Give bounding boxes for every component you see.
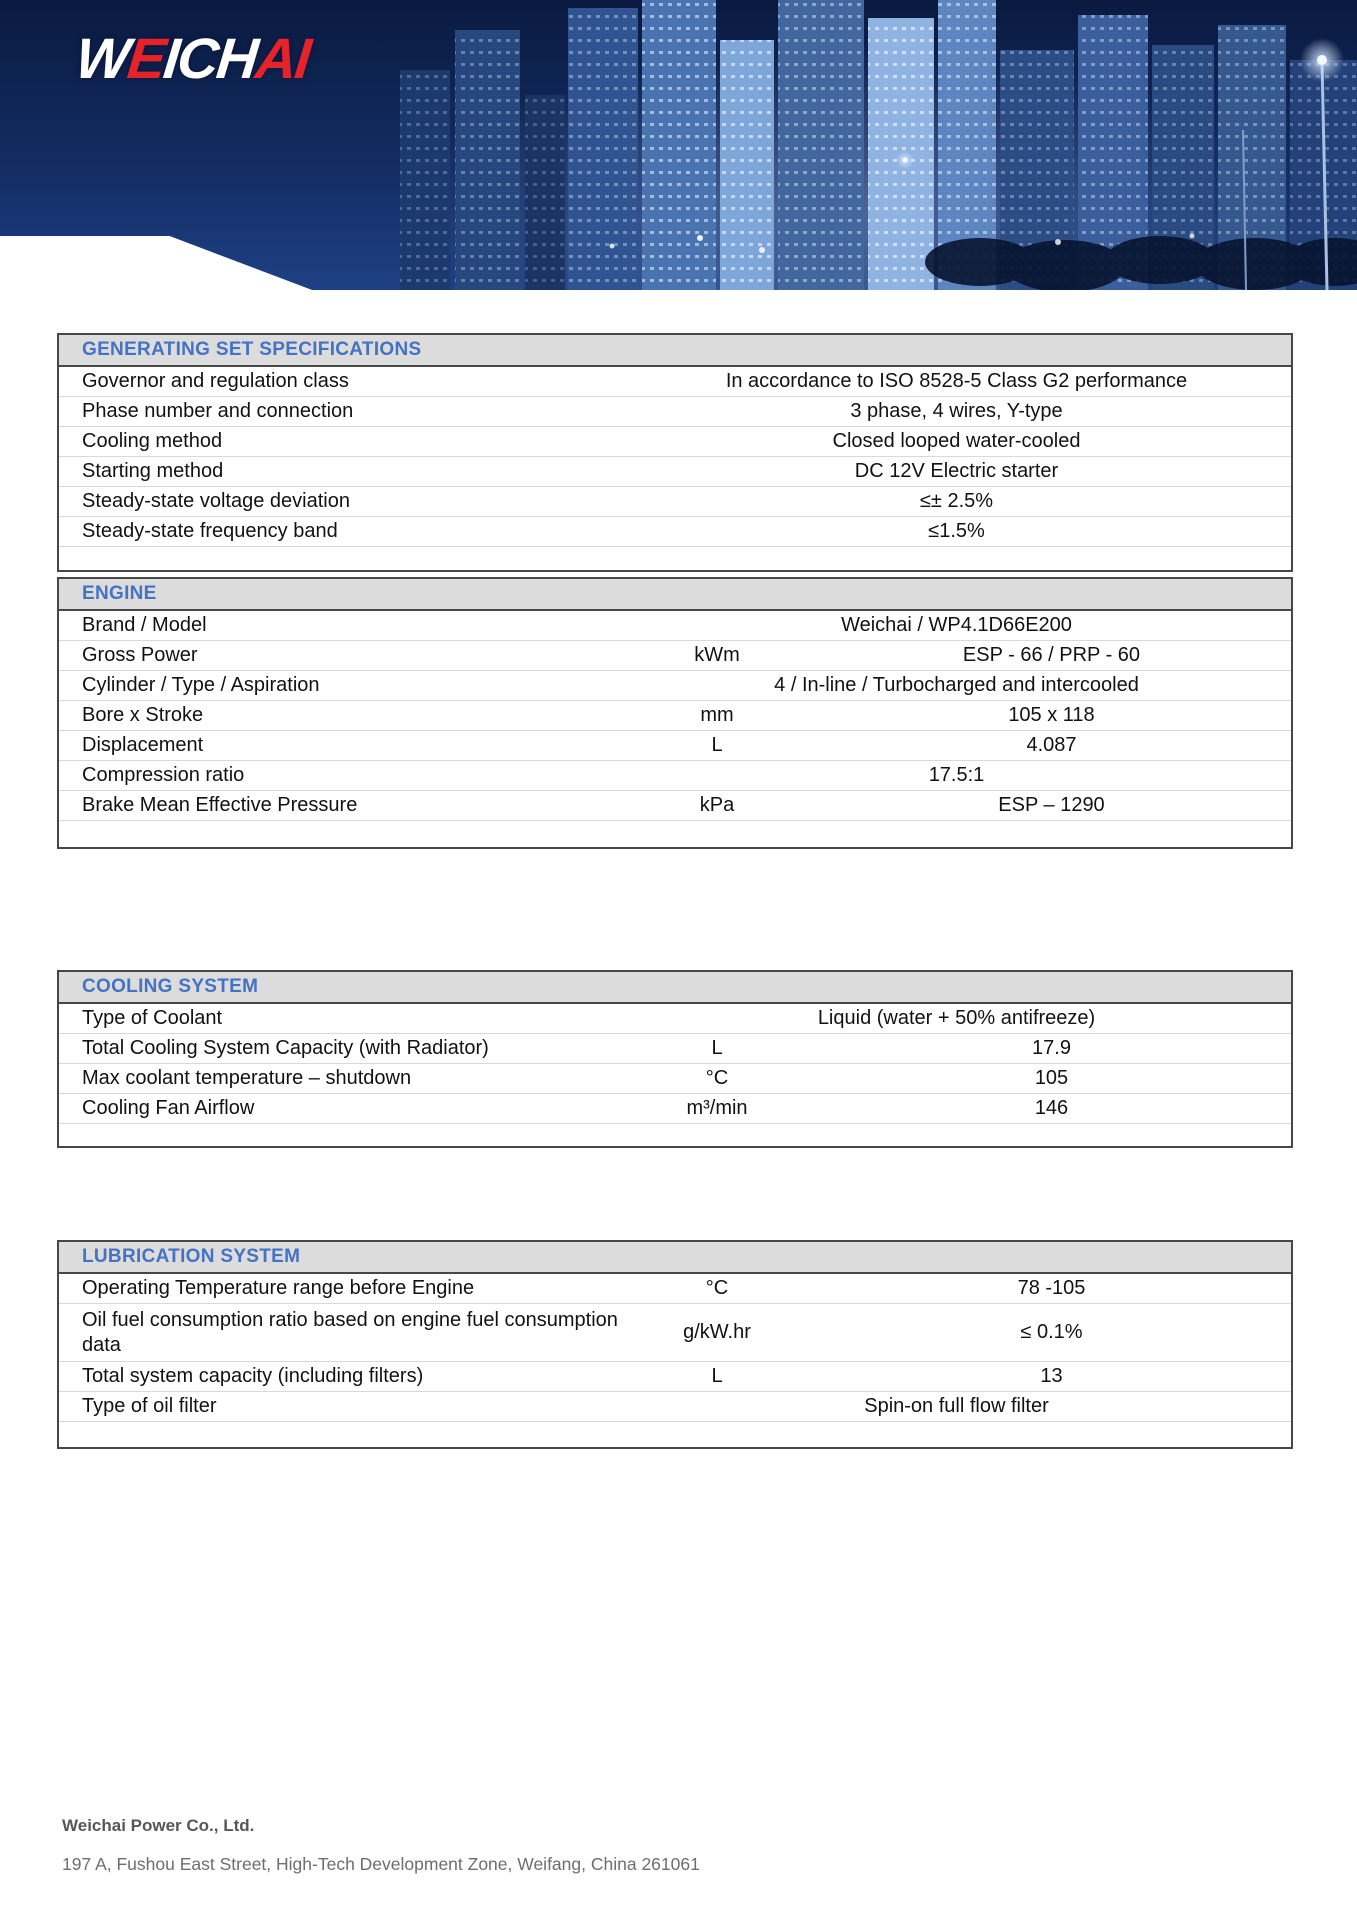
spec-unit: °C — [705, 1067, 729, 1089]
table-title: LUBRICATION SYSTEM — [82, 1246, 301, 1267]
spec-value: 17.5:1 — [928, 764, 985, 786]
spec-row — [59, 701, 1291, 731]
spec-label: Starting method — [82, 460, 224, 482]
spec-value: 4.087 — [1026, 734, 1077, 756]
spec-label: Governor and regulation class — [82, 370, 349, 392]
spec-label: Oil fuel consumption ratio based on engine fuel consumption data — [82, 1308, 618, 1356]
spec-row — [59, 1304, 1291, 1362]
spec-row — [59, 427, 1291, 457]
spec-unit: L — [711, 734, 723, 756]
spec-unit: kWm — [694, 644, 740, 666]
spec-label: Total Cooling System Capacity (with Radiator) — [82, 1037, 489, 1059]
spec-value: 105 — [1034, 1067, 1069, 1089]
spec-row — [59, 641, 1291, 671]
lubrication-system-table — [57, 1240, 1293, 1449]
spec-label: Compression ratio — [82, 764, 245, 786]
spec-label: Cooling method — [82, 430, 223, 452]
spec-unit: L — [711, 1037, 723, 1059]
logo-segment: E — [124, 27, 168, 91]
spec-label: Type of oil filter — [82, 1395, 217, 1417]
weichai-logo — [73, 26, 313, 92]
spec-row — [59, 457, 1291, 487]
spec-label: Brake Mean Effective Pressure — [82, 794, 358, 816]
spec-value: Closed looped water-cooled — [832, 430, 1081, 452]
footer-address: 197 A, Fushou East Street, High-Tech Development Zone, Weifang, China 261061 — [62, 1854, 700, 1874]
spec-value: 3 phase, 4 wires, Y-type — [850, 400, 1063, 422]
spec-row — [59, 1094, 1291, 1124]
spec-row — [59, 761, 1291, 791]
spec-value: Spin-on full flow filter — [864, 1395, 1049, 1417]
spec-label: Cooling Fan Airflow — [82, 1097, 255, 1119]
spec-value: In accordance to ISO 8528-5 Class G2 performance — [725, 370, 1188, 392]
generating-set-specifications-table — [57, 333, 1293, 572]
spec-unit: g/kW.hr — [683, 1321, 751, 1343]
table-title: ENGINE — [82, 583, 157, 604]
spec-value: Weichai / WP4.1D66E200 — [841, 614, 1072, 636]
spec-label: Max coolant temperature – shutdown — [82, 1067, 412, 1089]
spec-value: ≤ 0.1% — [1020, 1321, 1083, 1343]
spec-value: ESP – 1290 — [998, 794, 1105, 816]
spec-value: 146 — [1034, 1097, 1069, 1119]
spec-row — [59, 1362, 1291, 1392]
logo-segment: AI — [252, 27, 313, 91]
spec-row — [59, 1274, 1291, 1304]
spec-value: 17.9 — [1032, 1037, 1071, 1059]
spec-value: 105 x 118 — [1008, 704, 1095, 726]
footer-company-name: Weichai Power Co., Ltd. — [62, 1816, 255, 1835]
spec-label: Displacement — [82, 734, 204, 756]
spec-row — [59, 397, 1291, 427]
spec-value: 78 -105 — [1017, 1277, 1086, 1299]
spec-unit: °C — [705, 1277, 729, 1299]
spec-row — [59, 791, 1291, 821]
spec-unit: kPa — [699, 794, 735, 816]
spec-row — [59, 1004, 1291, 1034]
spec-label: Phase number and connection — [82, 400, 354, 422]
spec-row — [59, 611, 1291, 641]
spec-value: ≤± 2.5% — [919, 490, 994, 512]
logo-segment: ICH — [160, 27, 260, 91]
spec-unit: m³/min — [686, 1097, 748, 1119]
spec-label: Brand / Model — [82, 614, 207, 636]
spec-label: Gross Power — [82, 644, 198, 666]
spec-label: Steady-state frequency band — [82, 520, 338, 542]
spec-label: Cylinder / Type / Aspiration — [82, 674, 320, 696]
spec-label: Steady-state voltage deviation — [82, 490, 350, 512]
spec-row — [59, 731, 1291, 761]
spec-row — [59, 1034, 1291, 1064]
spec-value: 4 / In-line / Turbocharged and intercooled — [774, 674, 1139, 696]
spec-unit: L — [711, 1365, 723, 1387]
spec-row — [59, 517, 1291, 547]
table-title: GENERATING SET SPECIFICATIONS — [82, 339, 422, 360]
table-header — [59, 972, 1291, 1004]
spec-label: Type of Coolant — [82, 1007, 223, 1029]
table-header — [59, 335, 1291, 367]
spec-row — [59, 671, 1291, 701]
spec-unit: mm — [700, 704, 734, 726]
logo-segment: W — [72, 27, 132, 91]
spec-label: Operating Temperature range before Engine — [82, 1277, 475, 1299]
table-title: COOLING SYSTEM — [82, 976, 259, 997]
spec-row — [59, 1392, 1291, 1422]
spec-value: 13 — [1040, 1365, 1063, 1387]
engine-table — [57, 577, 1293, 849]
spec-value: ≤1.5% — [928, 520, 985, 542]
table-header — [59, 579, 1291, 611]
spec-row — [59, 367, 1291, 397]
spec-row — [59, 487, 1291, 517]
spec-value: Liquid (water + 50% antifreeze) — [817, 1007, 1096, 1029]
cooling-system-table — [57, 970, 1293, 1148]
spec-label: Total system capacity (including filters) — [82, 1365, 424, 1387]
table-header — [59, 1242, 1291, 1274]
spec-value: ESP - 66 / PRP - 60 — [962, 644, 1141, 666]
header-banner — [0, 0, 1357, 290]
spec-label: Bore x Stroke — [82, 704, 204, 726]
spec-row — [59, 1064, 1291, 1094]
spec-value: DC 12V Electric starter — [854, 460, 1059, 482]
